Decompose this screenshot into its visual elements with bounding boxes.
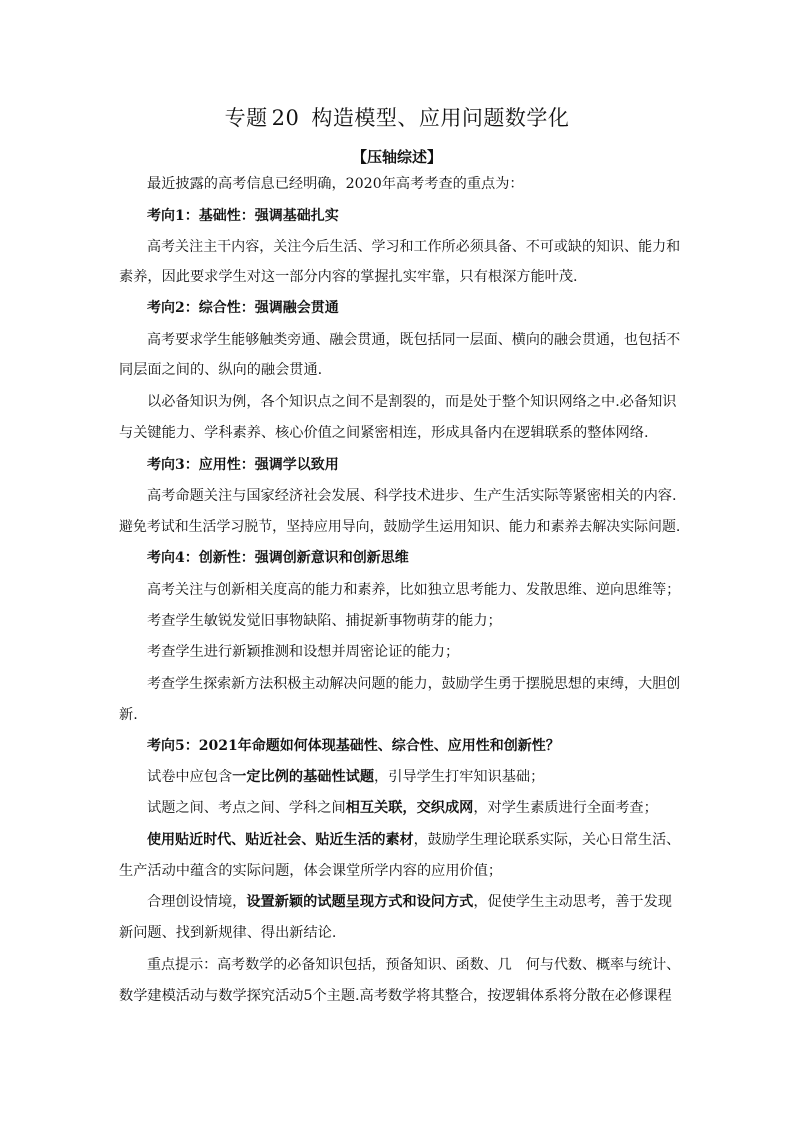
paragraph-9-emphasis: 一定比例的基础性试题	[232, 769, 375, 785]
paragraph-1-line-2: 素养，因此要求学生对这一部分内容的掌握扎实牢靠，只有根深方能叶茂.	[119, 269, 578, 285]
paragraph-11-text-c: ，鼓励学生理论联系实际，关心日常生活、	[413, 832, 681, 848]
paragraph-10-text-c: ，对学生素质进行全面考查；	[473, 800, 658, 816]
paragraph-11-emphasis: 使用贴近时代、贴近社会、贴近生活的素材	[147, 832, 414, 848]
paragraph-10-emphasis: 相互关联，交织成网	[345, 800, 474, 816]
paragraph-12-line-2: 新问题、找到新规律、得出新结论.	[119, 925, 337, 941]
paragraph-12-emphasis: 设置新颖的试题呈现方式和设问方式	[246, 894, 474, 910]
paragraph-9-text-c: ，引导学生打牢知识基础；	[374, 769, 545, 785]
paragraph-11-line-1	[147, 831, 680, 850]
page-title	[0, 104, 794, 132]
paragraph-2-line-2: 同层面之间的、纵向的融会贯通.	[119, 362, 323, 378]
paragraph-9	[147, 768, 544, 787]
heading-direction-1: 考向1：基础性：强调基础扎实	[147, 208, 339, 224]
paragraph-10-text-a: 试题之间、考点之间、学科之间	[147, 800, 346, 816]
paragraph-12-line-1	[147, 893, 672, 912]
paragraph-13-line-2: 数学建模活动与数学探究活动5个主题.高考数学将其整合，按逻辑体系将分散在必修课程	[119, 988, 672, 1004]
paragraph-13-line-1: 重点提示：高考数学的必备知识包括，预备知识、函数、几 何与代数、概率与统计、	[147, 957, 681, 973]
paragraph-8-line-1: 考查学生探索新方法积极主动解决问题的能力，鼓励学生勇于摆脱思想的束缚，大胆创	[147, 676, 681, 692]
section-subtitle: 【压轴综述】	[351, 148, 442, 166]
paragraph-8-line-2: 新.	[119, 707, 138, 723]
paragraph-12-text-c: ，促使学生主动思考，善于发现	[473, 894, 672, 910]
heading-direction-4: 考向4：创新性：强调创新意识和创新思维	[147, 550, 409, 566]
title-prefix: 专题	[224, 106, 268, 130]
paragraph-7: 考查学生进行新颖推测和设想并周密论证的能力；	[147, 644, 460, 660]
paragraph-1-line-1: 高考关注主干内容，关注今后生活、学习和工作所必须具备、不可或缺的知识、能力和	[147, 239, 681, 255]
paragraph-9-text-a: 试卷中应包含	[147, 769, 233, 785]
paragraph-11-line-2: 生产活动中蕴含的实际问题，体会课堂所学内容的应用价值；	[119, 863, 503, 879]
paragraph-3-line-1: 以必备知识为例，各个知识点之间不是割裂的，而是处于整个知识网络之中.必备知识	[147, 394, 677, 410]
heading-direction-3: 考向3：应用性：强调学以致用	[147, 457, 339, 473]
paragraph-2-line-1: 高考要求学生能够触类旁通、融会贯通，既包括同一层面、横向的融会贯通，也包括不	[147, 332, 681, 348]
heading-direction-5: 考向5：2021年命题如何体现基础性、综合性、应用性和创新性？	[147, 738, 560, 754]
heading-direction-2: 考向2：综合性：强调融会贯通	[147, 300, 339, 316]
paragraph-4-line-2: 避免考试和生活学习脱节，坚持应用导向，鼓励学生运用知识、能力和素养去解决实际问题.	[119, 519, 681, 535]
paragraph-6: 考查学生敏锐发觉旧事物缺陷、捕捉新事物萌芽的能力；	[147, 613, 502, 629]
paragraph-12-text-a: 合理创设情境，	[147, 894, 247, 910]
paragraph-5: 高考关注与创新相关度高的能力和素养，比如独立思考能力、发散思维、逆向思维等；	[147, 582, 681, 598]
paragraph-3-line-2: 与关键能力、学科素养、核心价值之间紧密相连，形成具备内在逻辑联系的整体网络.	[119, 425, 649, 441]
title-number: 20	[271, 106, 300, 130]
title-main: 构造模型、应用问题数学化	[311, 106, 570, 130]
intro-text: 最近披露的高考信息已经明确，2020年高考考查的重点为：	[147, 176, 524, 192]
paragraph-4-line-1: 高考命题关注与国家经济社会发展、科学技术进步、生产生活实际等紧密相关的内容.	[147, 488, 677, 504]
paragraph-10	[147, 799, 658, 818]
